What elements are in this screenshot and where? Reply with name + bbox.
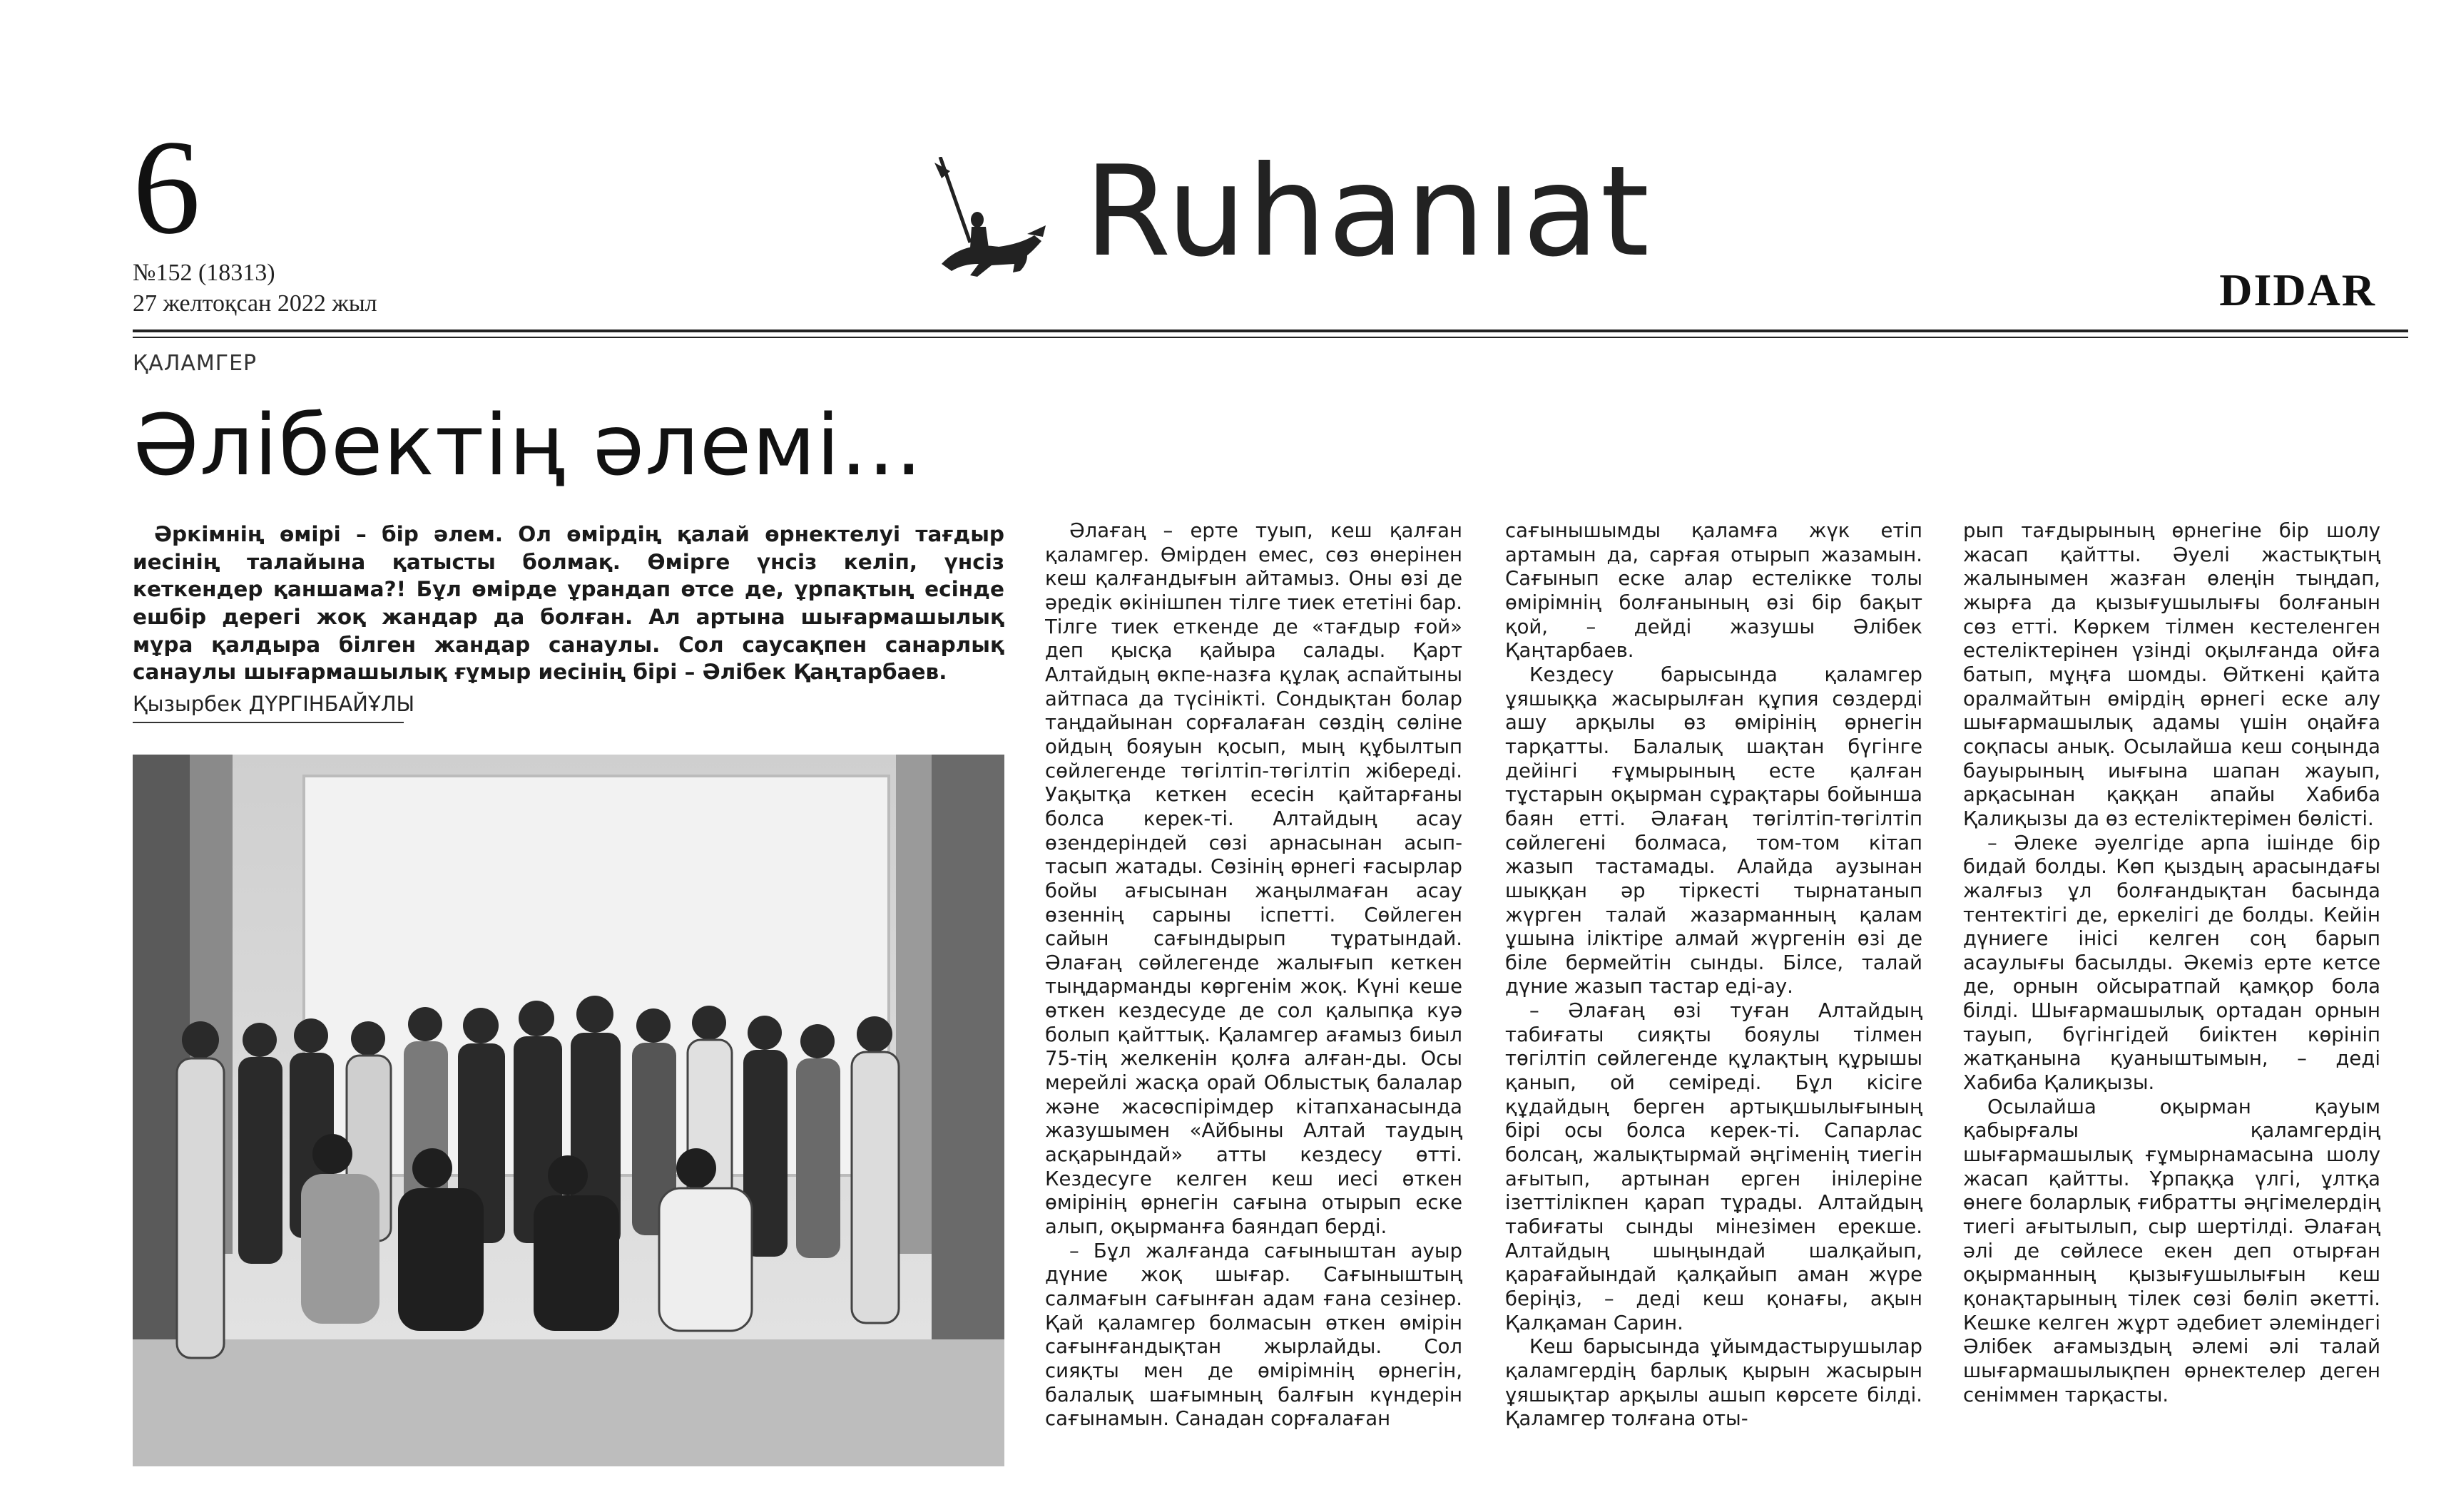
group-photo-icon [133, 755, 1004, 1466]
article-lead: Әркімнің өмірі – бір әлем. Ол өмірдің қалай өрнектелуі тағдыр иесінің талайына қатысты болмақ. Өмірге үнсіз келіп, үнсіз кеткендер қаншама?! Бұл өмірде ұрандап өтсе де, ұрпақтың есінде ешбір дерегі жоқ жандар да болған. Ал артына шығармашылық мұра қалдыра білген жандар санаулы. Сол саусақпен санарлық санаулы шығармашылық ғұмыр иесінің бірі – Әлібек Қаңтарбаев. [133, 522, 1004, 685]
article-column-3 [1963, 519, 2380, 1468]
paragraph: – Әлағаң өзі туған Алтайдың табиғаты сияқты бояулы тілмен төгілтіп сөйлегенде құлақтың құрышы қанып, ой семіреді. Бұл кісіге құдайдың берген артықшылығының бірі осы болса керек-ті. Сапарлас болсаң, жалықтырмай әңгіменің тиегін ағытып, артынан ерген інілеріне ізеттілікпен қарап тұрады. Алтайдың табиғаты сынды мінезімен ерекше. Алтайдың шыңындай шалқайып, қарағайындай қалқайып аман жүре беріңіз, – деді кеш қонағы, ақын Қалқаман Сарин. [1505, 999, 1922, 1334]
paragraph: сағынышымды қаламға жүк етіп артамын да, сарғая отырып жазамын. Сағынып еске алар естелікке толы өмірімнің болғанының өзі бір бақыт қой, – дейді жазушы Әлібек Қаңтарбаев. [1505, 519, 1922, 663]
section-title: Ruhanıat [1084, 140, 1651, 285]
article-column-2 [1505, 519, 1922, 1468]
issue-info [133, 258, 377, 319]
paragraph: Осылайша оқырман қауым қабырғалы қаламгердің шығармашылық ғұмырнамасына шолу жасап қайтты. Ұрпаққа үлгі, ұлтқа өнеге боларлық ғибратты әңгімелердің тиегі ағытылып, сыр шертілді. Әлағаң әлі де сөйлесе екен деп отырған оқырманның қызығушылығын кеш қонақтарының тілек сөзі бөліп әкетті. Кешке келген жұрт әдебиет әлеміндегі Әлібек ағамыздың әлемі әлі талай шығармашылықпен өрнектелер деген сеніммен тарқасты. [1963, 1095, 2380, 1406]
header-rule-thin [133, 337, 2408, 338]
article-column-1 [1045, 519, 1462, 1468]
issue-number: №152 (18313) [133, 260, 275, 286]
header-rule [133, 330, 2408, 332]
paragraph: – Бұл жалғанда сағыныштан ауыр дүние жоқ шығар. Сағыныштың салмағын сағынған адам ғана сезінер. Қай қаламгер болмасын өткен өмірін сағынғандықтан жырлайды. Сол сияқты мен де өмірімнің өрнегін, балалық шағымның балғын күндерін сағынамын. Санадан сорғалаған [1045, 1239, 1462, 1431]
group-photo [133, 755, 1004, 1466]
paragraph: Кездесу барысында қаламгер ұяшыққа жасырылған құпия сөздерді ашу арқылы өз өмірінің өрнегін тарқатты. Балалық шақтан бүгінге дейінгі ғұмырының есте қалған тұстарын оқырман сұрақтары бойынша баян етті. Әлағаң төгілтіп-төгілтіп сөйлегені болмаса, том-том кітап жазып тастамады. Алайда аузынан шыққан әр тіркесті тырнатанып жүрген талай жазарманның қалам ұшына іліктіре алмай жүргенін өзі де біле бермейтін сынды. Білсе, талай дүние жазып тастар еді-ау. [1505, 663, 1922, 998]
paper-name: DIDAR [2219, 265, 2376, 315]
paragraph: Әлағаң – ерте туып, кеш қалған қаламгер. Өмірден емес, сөз өнерінен кеш қалғандығын айтамыз. Оны өзі де әредік өкінішпен тілге тиек ететіні бар. Тілге тиек еткенде де «тағдыр ғой» деп қысқа қайыра салады. Қарт Алтайдың өкпе-назға құлақ аспайтыны айтпаса да түсінікті. Сондықтан болар таңдайынан сорғалаған сөздің сөліне ойдың бояуын қосып, мың құбылтып сөйлегенде төгілтіп-төгілтіп жібереді. Уақытқа кеткен есесін қайтарғаны болса керек-ті. Алтайдың асау өзендеріндей сөзі арнасынан асып-тасып жатады. Сөзінің өрнегі ғасырлар бойы ағысынан жаңылмаған асау өзеннің сарыны іспетті. Сөйлеген сайын сағындырып тұратындай. Әлағаң сөйлегенде жалығып кеткен тыңдарманды көргенім жоқ. Күні кеше өткен кездесуде де сол қалыпқа куә болып қайттық. Қаламгер ағамыз биыл 75-тің желкенін қолға алған-ды. Осы мерейлі жасқа орай Облыстық балалар және жасөспірімдер кітапханасында жазушымен «Айбыны Алтай таудың асқарындай» атты кездесу өтті. Кездесуге келген кеш иесі өткен өмірінің өрнегін сағына отырып еске алып, оқырманға баяндап берді. [1045, 519, 1462, 1239]
paragraph: – Әлеке әуелгіде арпа ішінде бір бидай болды. Көп қыздың арасындағы жалғыз ұл болғандықтан басында тентектігі де, еркелігі де болды. Кейін дүниеге інісі келген соң барып асаулығы басылды. Әкеміз ерте кетсе де, орнын ойсыратпай қамқор бола білді. Шығармашылық ортадан орнын тауып, бүгінгідей биіктен көрініп жатқанына қуаныштымын, – деді Хабиба Қалиқызы. [1963, 831, 2380, 1095]
paragraph: рып тағдырының өрнегіне бір шолу жасап қайтты. Әуелі жастықтың жалынымен жазған өлеңін тыңдап, жырға да қызығушылығы болғанын сөз етті. Көркем тілмен кестеленген естеліктерінен үзінді оқылғанда ойға батып, мұңға шомды. Өйткені қайта оралмайтын өмірдің өрнегі еске алу шығармашылық адамы үшін оңайға соқпасы анық. Осылайша кеш соңында бауырының иығына шапан жауып, арқасынан қаққан апайы Хабиба Қалиқызы да өз естеліктерімен бөлісті. [1963, 519, 2380, 830]
article-byline: Қызырбек ДҮРГІНБАЙҰЛЫ [133, 692, 415, 716]
article-rubric: ҚАЛАМГЕР [133, 351, 258, 376]
issue-date: 27 желтоқсан 2022 жыл [133, 290, 377, 317]
section-logo [920, 140, 1676, 292]
horseman-with-banner-icon [920, 157, 1056, 285]
article-headline: Әлібектің әлемі... [133, 396, 923, 494]
page-number: 6 [133, 113, 200, 262]
paragraph: Кеш барысында ұйымдастырушылар қаламгердің барлық қырын жасырын ұяшықтар арқылы ашып көрсете білді. Қаламгер толғана оты- [1505, 1335, 1922, 1431]
byline-underline [133, 722, 404, 723]
